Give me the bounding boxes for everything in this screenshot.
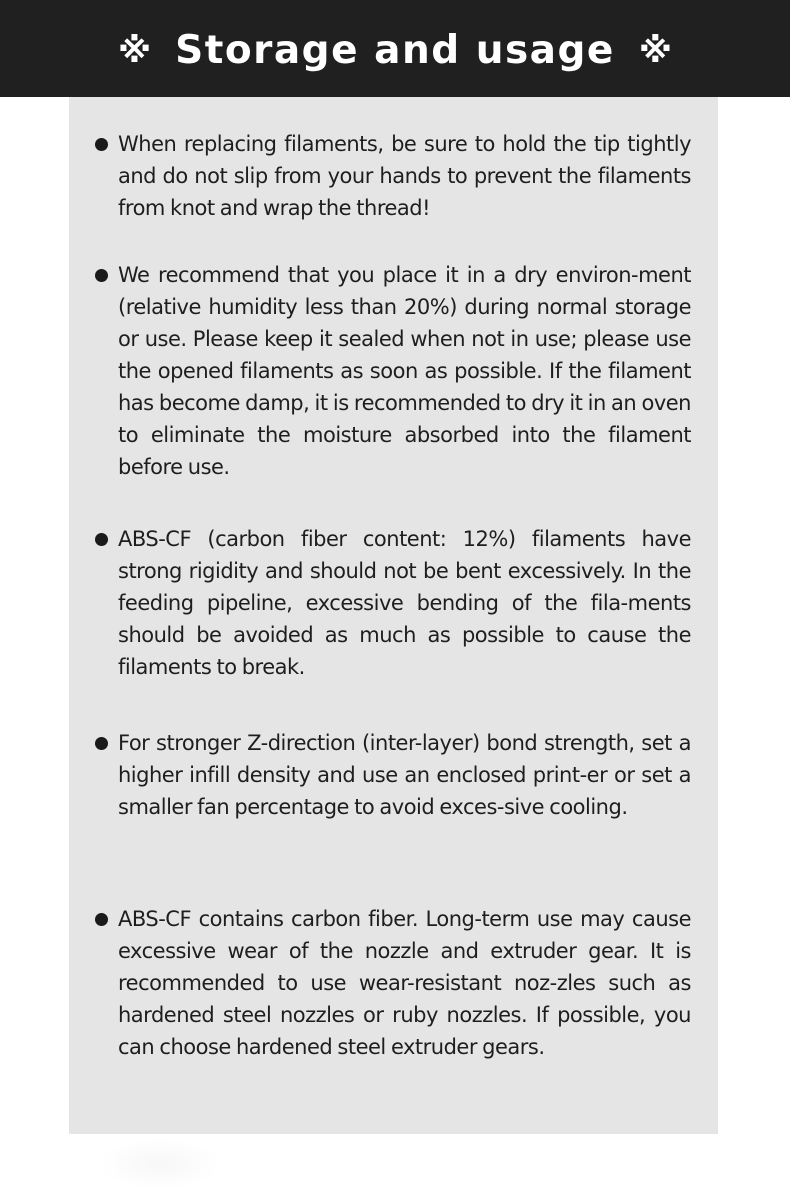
page-title: Storage and usage [175, 28, 615, 73]
list-item [95, 259, 691, 483]
list-item [95, 903, 691, 1063]
reference-mark-left-icon: ※ [118, 30, 152, 71]
bullet-icon [95, 533, 108, 546]
bullet-icon [95, 269, 108, 282]
list-item [95, 128, 691, 224]
list-item-text: When replacing filaments, be sure to hold the tip tightly and do not slip from your hands to prevent the filaments from knot and wrap the thread! [118, 132, 691, 220]
content-panel [69, 97, 718, 1134]
bullet-icon [95, 138, 108, 151]
list-item-text: ABS-CF contains carbon fiber. Long-term use may cause excessive wear of the nozzle and extruder gear. It is recommended to use wear-resistant noz-zles such as hardened steel nozzles or ruby nozzles. If possible, you can choose hardened steel extruder gears. [118, 907, 691, 1059]
list-item-text: ABS-CF (carbon fiber content: 12%) filaments have strong rigidity and should not be bent excessively. In the feeding pipeline, excessive bending of the fila-ments should be avoided as much as possible to cause the filaments to break. [118, 527, 691, 679]
list-item [95, 727, 691, 823]
list-item-text: We recommend that you place it in a dry environ-ment (relative humidity less than 20%) during normal storage or use. Please keep it sealed when not in use; please use the opened filaments as soon as possible. If the filament has become damp, it is recommended to dry it in an oven to eliminate the moisture absorbed into the filament before use. [118, 263, 691, 479]
bullet-icon [95, 737, 108, 750]
bullet-icon [95, 913, 108, 926]
reference-mark-right-icon: ※ [638, 30, 672, 71]
page-header [0, 0, 790, 97]
background-glow [100, 1138, 220, 1190]
list-item [95, 523, 691, 683]
header-title-group [118, 28, 672, 73]
list-item-text: For stronger Z-direction (inter-layer) bond strength, set a higher infill density and use an enclosed print-er or set a smaller fan percentage to avoid exces-sive cooling. [118, 731, 691, 819]
